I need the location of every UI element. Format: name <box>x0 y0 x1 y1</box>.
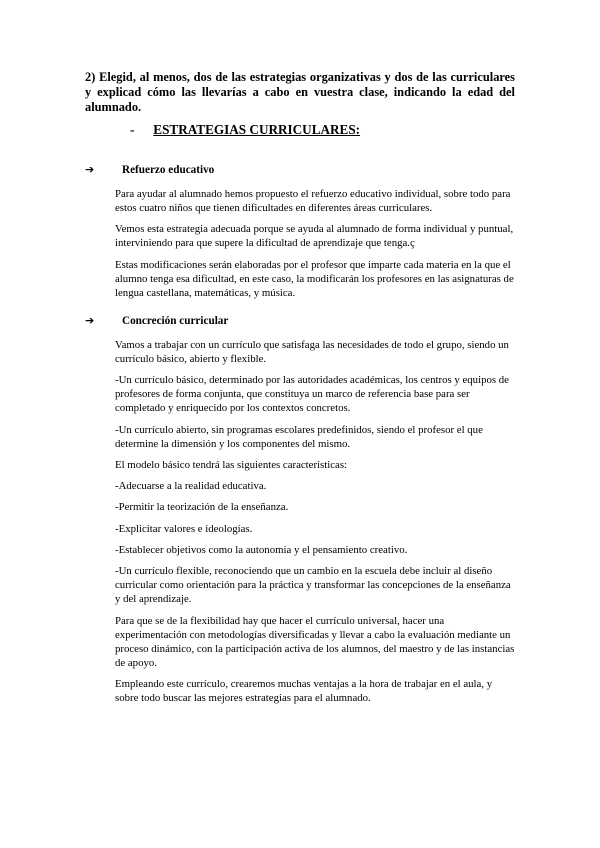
paragraph: Estas modificaciones serán elaboradas por el profesor que imparte cada materia en la que el alumno tenga esa dificultad, en este caso, la modificarán los profesores en las asignaturas de lengua castellana, matemáticas, y música. <box>115 258 514 299</box>
paragraph: -Un currículo abierto, sin programas escolares predefinidos, siendo el profesor el que determine la dimensión y los componentes del mismo. <box>115 423 483 450</box>
list-item: -Permitir la teorización de la enseñanza. <box>115 501 289 514</box>
question-text: 2) Elegid, al menos, dos de las estrategias organizativas y dos de las curriculares y explicad cómo las llevarías a cabo en vuestra clase, indicando la edad del alumnado. <box>85 70 515 114</box>
paragraph: -Un currículo básico, determinado por las autoridades académicas, los centros y equipos de profesores de forma conjunta, que constituya un marco de referencia base para ser completado y enriquecido por los contextos concretos. <box>115 374 509 415</box>
arrow-right-icon: ➔ <box>85 314 95 327</box>
paragraph: Vemos esta estrategia adecuada porque se ayuda al alumnado de forma individual y puntual, interviniendo para que supere la dificultad de aprendizaje que tenga.ç <box>115 223 514 250</box>
subsection-concrecion-curricular <box>85 314 515 712</box>
list-item: -Adecuarse a la realidad educativa. <box>115 480 267 493</box>
paragraph: Para que se de la flexibilidad hay que hacer el currículo universal, hacer una experimentación con metodologías diversificadas y llevar a cabo la evaluación mediante un proceso dinámico, con la participación activa de los alumnos, del maestro y de las instancias de apoyo. <box>115 614 515 669</box>
paragraph: El modelo básico tendrá las siguientes características: <box>115 458 348 471</box>
subsection-refuerzo-educativo <box>85 163 515 307</box>
paragraph: Para ayudar al alumnado hemos propuesto el refuerzo educativo individual, sobre todo para estos cuatro niños que tienen dificultades en diferentes áreas curriculares. <box>115 188 511 214</box>
subsection-body <box>115 338 515 705</box>
subsection-body <box>115 187 515 300</box>
paragraph: Empleando este currículo, crearemos muchas ventajas a la hora de trabajar en el aula, y sobre todo buscar las mejores estrategias para el alumnado. <box>115 677 493 704</box>
subsection-heading <box>85 163 515 177</box>
subsection-title: Refuerzo educativo <box>122 164 215 176</box>
arrow-right-icon: ➔ <box>85 163 95 176</box>
section-heading-title: ESTRATEGIAS CURRICULARES: <box>153 122 361 137</box>
subsection-title: Concreción curricular <box>122 315 229 327</box>
paragraph: Vamos a trabajar con un currículo que satisfaga las necesidades de todo el grupo, siendo un currículo básico, abierto y flexible. <box>115 339 509 365</box>
subsection-heading <box>85 314 515 328</box>
paragraph: -Un currículo flexible, reconociendo que un cambio en la escuela debe incluir al diseño curricular como orientación para la práctica y transformar las concepciones de la enseñanza y del aprendizaje. <box>115 565 511 606</box>
list-item: -Establecer objetivos como la autonomía y el pensamiento creativo. <box>115 544 408 557</box>
section-heading-dash: - <box>130 122 135 137</box>
list-item: -Explicitar valores e ideologías. <box>115 522 253 535</box>
section-heading <box>130 122 360 138</box>
